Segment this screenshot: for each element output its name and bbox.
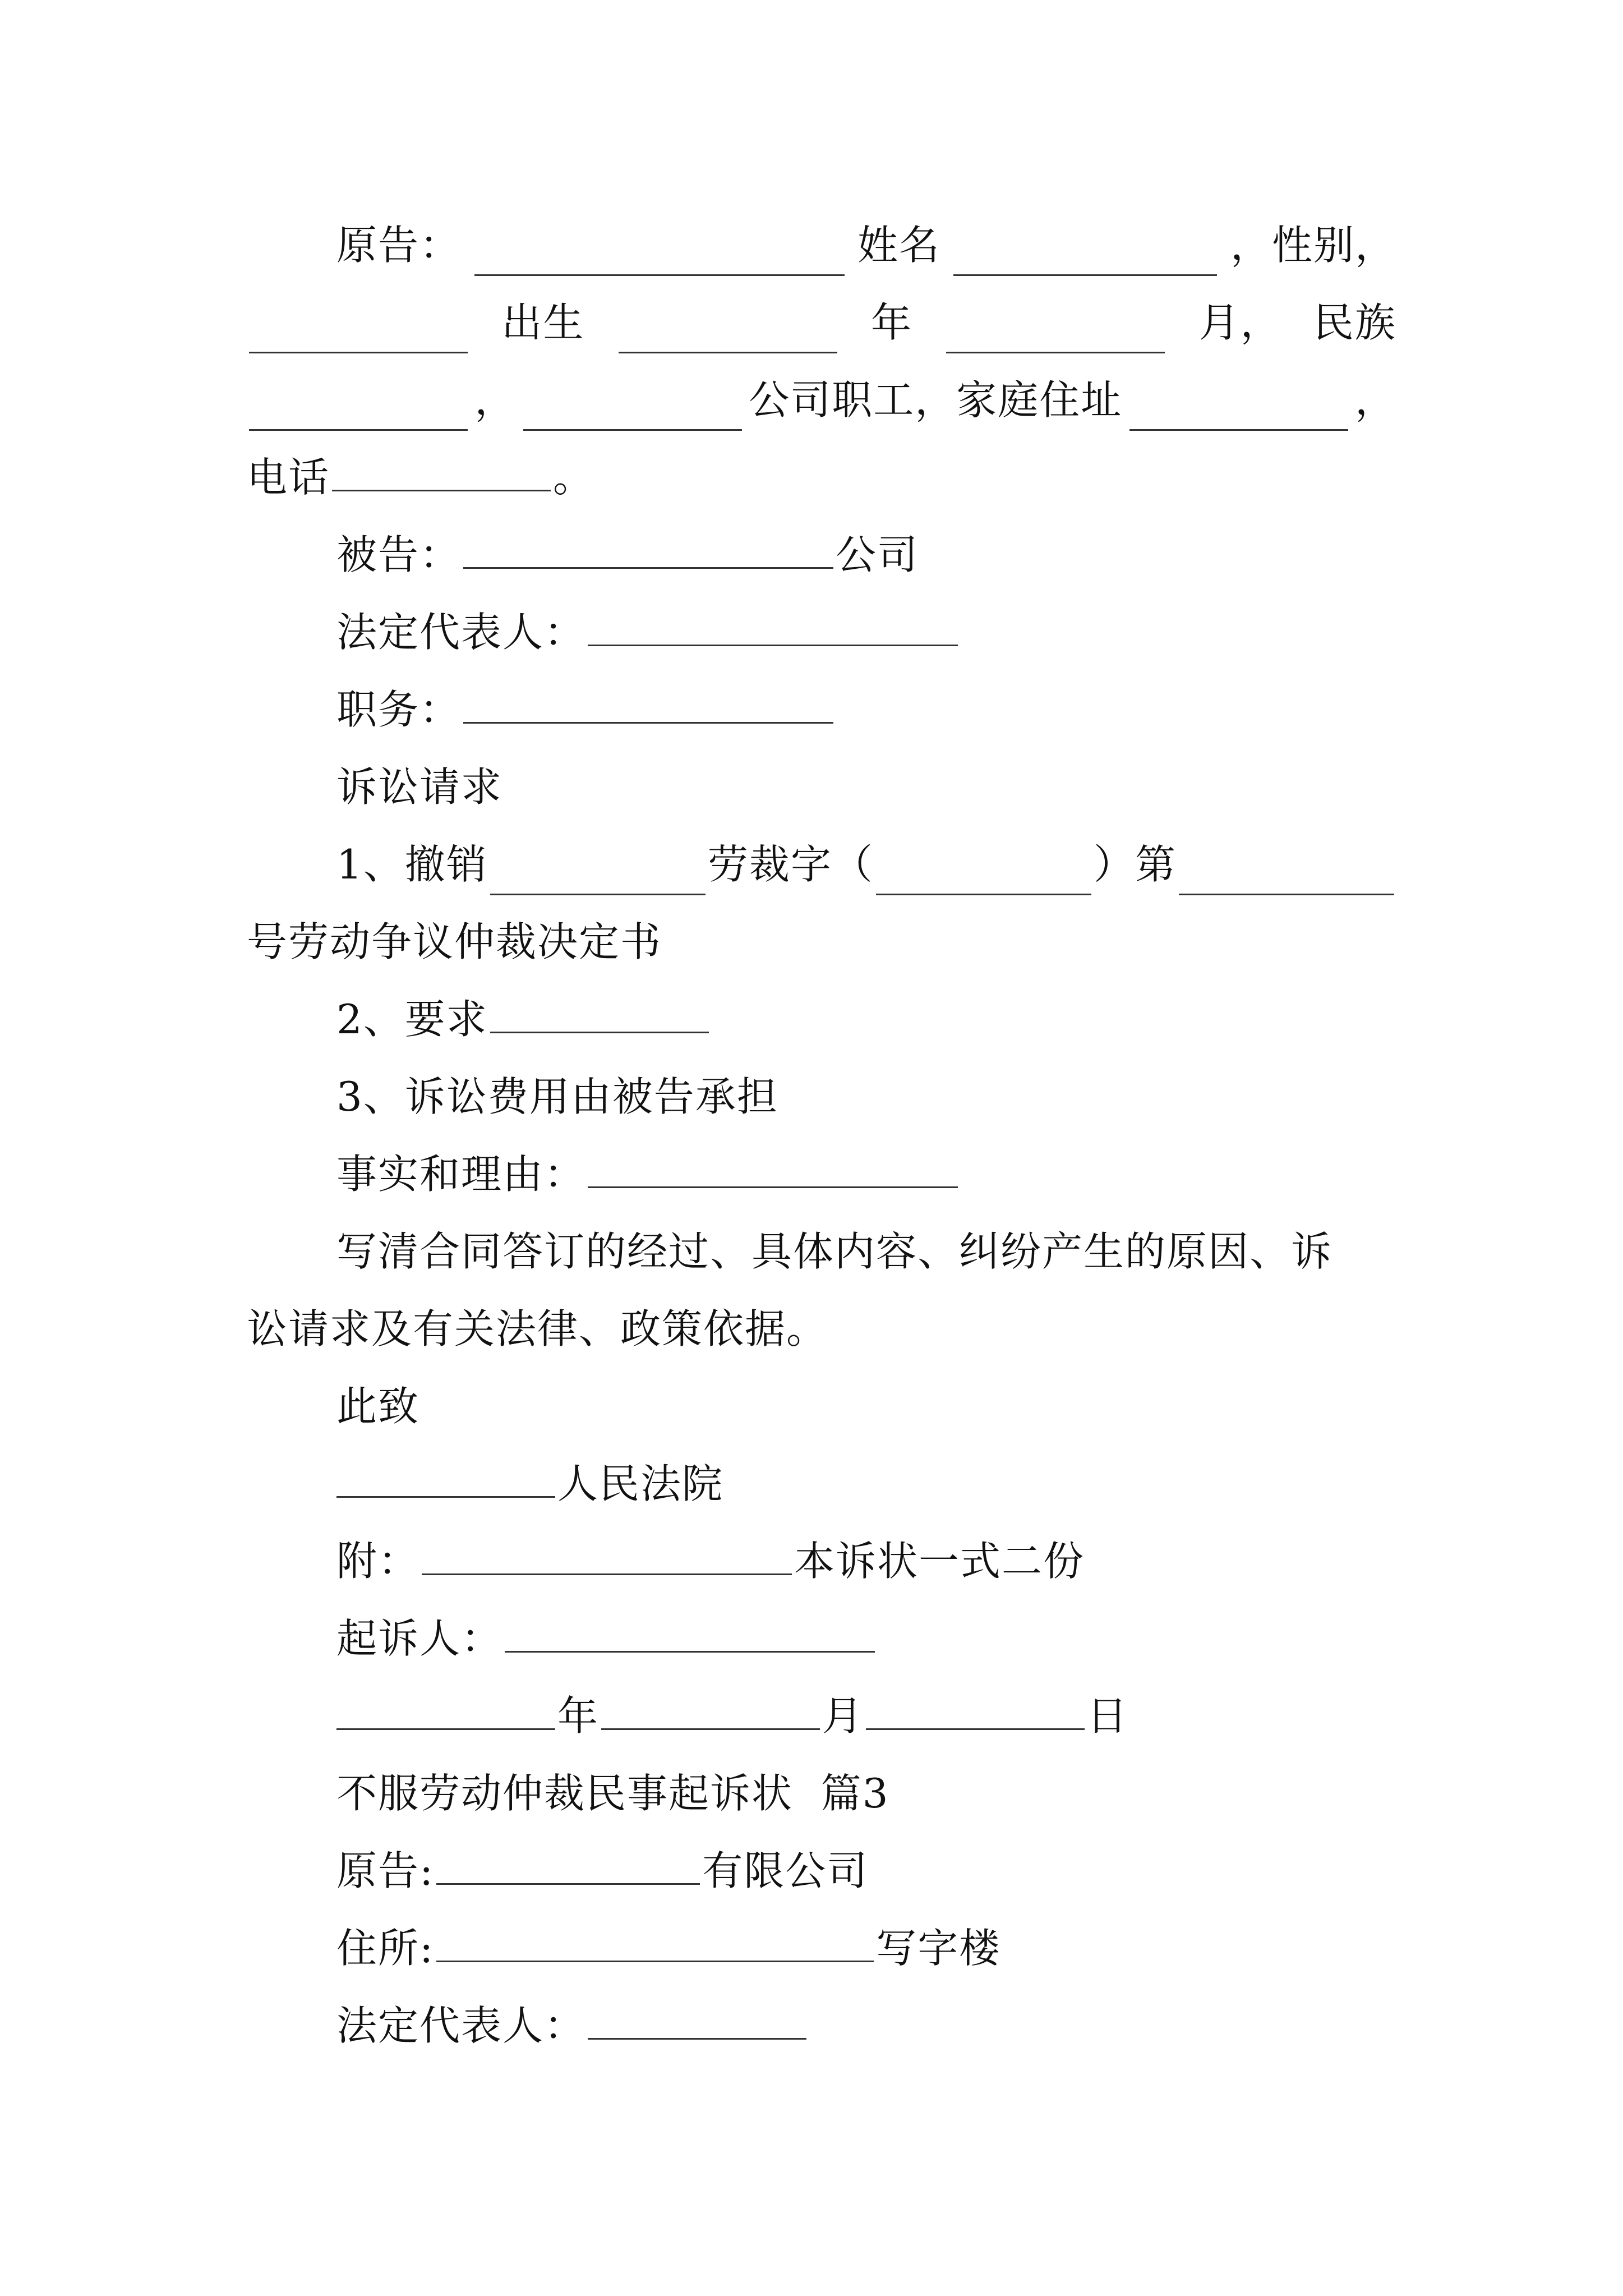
- phone-label: 电话: [247, 454, 330, 501]
- claim2-prefix: 2、要求: [336, 996, 488, 1043]
- claim1-blank-1: [490, 862, 706, 895]
- company-blank: [523, 398, 742, 431]
- date-day-blank: [866, 1697, 1085, 1730]
- comma: ，: [474, 376, 517, 424]
- date-line: [336, 1685, 1486, 1747]
- company-suffix: 公司: [836, 531, 919, 578]
- claim-1-line: [336, 834, 1396, 895]
- facts-desc-line-2: [247, 1298, 1396, 1360]
- legal-rep-blank: [588, 613, 958, 646]
- date-month-label: 月: [822, 1692, 864, 1740]
- facts-desc-1: 写清合同答订的经过、具体内容、纠纷产生的原因、诉: [336, 1228, 1333, 1275]
- next-legal-rep-label: 法定代表人：: [336, 2002, 586, 2049]
- next-address-label: 住所:: [336, 1925, 435, 1972]
- claim-2-line: [336, 988, 1486, 1050]
- gender-blank: [249, 320, 468, 353]
- claim-1-suffix-line: [247, 911, 1396, 973]
- plaintiff-blank: [474, 243, 845, 276]
- attachment-label: 附：: [336, 1538, 420, 1585]
- plaintiff-line-1: [336, 214, 1396, 276]
- attachment-suffix: 本诉状一式二份: [794, 1538, 1085, 1585]
- claim1-prefix: 1、撤销: [336, 841, 488, 888]
- plaintiff-sign-blank: [505, 1619, 875, 1653]
- birth-year-blank: [619, 320, 837, 353]
- facts-line: [336, 1143, 1486, 1205]
- position-label: 职务：: [336, 686, 462, 733]
- facts-label: 事实和理由：: [336, 1151, 586, 1198]
- company-staff-label: 公司职工，家庭住址: [749, 376, 1123, 424]
- next-address-line: [336, 1917, 1486, 1979]
- attachment-line: [336, 1530, 1486, 1592]
- next-section-title-line: [336, 1763, 1486, 1824]
- plaintiff-sign-line: [336, 1608, 1486, 1669]
- facts-blank: [588, 1155, 958, 1188]
- court-line: [336, 1453, 1486, 1515]
- next-plaintiff-line: [336, 1840, 1486, 1902]
- claim1-mid: 劳裁字（: [707, 841, 874, 888]
- respectfully-text: 此致: [336, 1383, 420, 1430]
- next-legal-rep-line: [336, 1995, 1486, 2056]
- court-suffix: 人民法院: [557, 1460, 724, 1507]
- claims-heading-text: 诉讼请求: [336, 763, 503, 811]
- respectfully-line: [336, 1375, 1486, 1437]
- birth-month-blank: [946, 320, 1165, 353]
- position-line: [336, 679, 1486, 740]
- next-section-title: 不服劳动仲裁民事起诉状 篇3: [336, 1770, 889, 1817]
- attachment-blank: [422, 1542, 792, 1575]
- position-blank: [463, 691, 833, 724]
- next-legal-rep-blank: [588, 2007, 806, 2040]
- name-label: 姓名: [857, 222, 940, 269]
- name-blank: [953, 243, 1217, 276]
- legal-rep-line: [336, 601, 1486, 663]
- next-plaintiff-suffix: 有限公司: [702, 1847, 869, 1894]
- address-blank: [1129, 398, 1348, 431]
- month-label: 月，: [1198, 299, 1282, 346]
- ethnicity-blank: [249, 398, 468, 431]
- period: 。: [553, 454, 595, 501]
- date-day-label: 日: [1087, 1692, 1129, 1740]
- claim3-text: 3、诉讼费用由被告承担: [336, 1073, 778, 1120]
- claim1-close: ）第: [1093, 841, 1177, 888]
- defendant-line: [336, 524, 1486, 586]
- facts-desc-2: 讼请求及有关法律、政策依据。: [247, 1305, 828, 1352]
- phone-line: [247, 447, 1396, 508]
- defendant-blank: [463, 536, 833, 569]
- plaintiff-line-3: [247, 369, 1396, 431]
- claims-heading: [336, 756, 1486, 818]
- date-year-blank: [336, 1697, 555, 1730]
- birth-label: 出生: [501, 299, 585, 346]
- next-address-suffix: 写字楼: [876, 1925, 1001, 1972]
- date-month-blank: [601, 1697, 820, 1730]
- date-year-label: 年: [557, 1692, 600, 1740]
- trailing-comma: ，: [1354, 376, 1396, 424]
- facts-desc-line-1: [336, 1221, 1486, 1282]
- plaintiff-line-2: [247, 292, 1396, 353]
- claim1-suffix: 号劳动争议仲裁决定书: [247, 918, 662, 965]
- next-plaintiff-blank: [436, 1852, 700, 1885]
- court-blank: [336, 1465, 555, 1498]
- plaintiff-label: 原告：: [336, 222, 462, 269]
- phone-blank: [332, 458, 551, 491]
- claim1-blank-3: [1179, 862, 1394, 895]
- claim1-blank-2: [876, 862, 1091, 895]
- year-label: 年: [870, 299, 912, 346]
- ethnicity-label: 民族: [1313, 299, 1396, 346]
- claim2-blank: [490, 1000, 709, 1033]
- defendant-label: 被告：: [336, 531, 462, 578]
- plaintiff-sign-label: 起诉人：: [336, 1615, 503, 1662]
- next-plaintiff-label: 原告:: [336, 1847, 435, 1894]
- claim-3-line: [336, 1066, 1486, 1128]
- gender-label: ，性别，: [1230, 222, 1396, 269]
- legal-rep-label: 法定代表人：: [336, 609, 586, 656]
- next-address-blank: [436, 1929, 874, 1962]
